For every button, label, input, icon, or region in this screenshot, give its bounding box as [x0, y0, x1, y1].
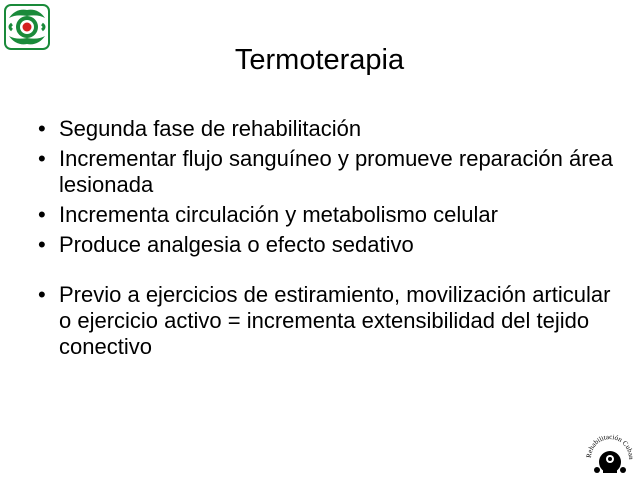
bullet-marker: •: [38, 116, 46, 141]
bullet-text: Incrementar flujo sanguíneo y promueve reparación área lesionada: [59, 146, 613, 197]
bullet-item: [38, 146, 618, 198]
bullet-text: Incrementa circulación y metabolismo celular: [59, 202, 498, 227]
logo-text: Rehabilitación Cuban: [584, 432, 636, 460]
bullet-item: [38, 116, 618, 142]
bullet-list: [38, 116, 618, 364]
bullet-marker: •: [38, 146, 46, 171]
bullet-marker: •: [38, 282, 46, 307]
bullet-text: Segunda fase de rehabilitación: [59, 116, 362, 141]
bullet-item: [38, 282, 618, 360]
bullet-marker: •: [38, 232, 46, 257]
bullet-item: [38, 232, 618, 258]
bullet-text: Previo a ejercicios de estiramiento, movilización articular o ejercicio activo = incrementa extensibilidad del tejido conectivo: [59, 282, 611, 359]
slide-title: Termoterapia: [234, 44, 405, 76]
bullet-text: Produce analgesia o efecto sedativo: [59, 232, 414, 257]
bullet-item: [38, 202, 618, 228]
bullet-marker: •: [38, 202, 46, 227]
rehabilitacion-cubana-logo-icon: [583, 424, 637, 478]
